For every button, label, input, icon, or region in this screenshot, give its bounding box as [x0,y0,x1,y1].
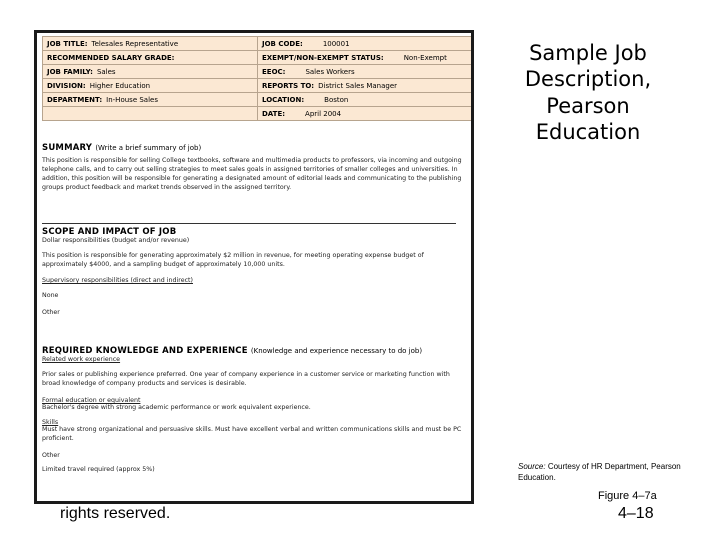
job-header-table [42,36,472,121]
eeoc-value: Sales Workers [305,67,355,76]
reports-to-label: REPORTS TO: [262,81,315,90]
location-label: LOCATION: [262,95,305,104]
summary-text: This position is responsible for selling College textbooks, software and multimedia products to professors, via incoming and outgoing telephone calls, and to carry out selling strategies to meet sales goals in assigned territories of smaller colleges and universities. In addition, this position will be responsible for generating a designated amount of editorial leads and communicating to the publishing groups product feedback and market trends observed in the assigned territory. [42,157,462,191]
skills-label: Skills [42,418,59,426]
knowledge-note: (Knowledge and experience necessary to do job) [250,347,423,355]
summary-note: (Write a brief summary of job) [95,144,202,152]
salary-grade-cell [43,51,258,65]
source-text: Courtesy of HR Department, Pearson Education. [518,462,681,482]
dollar-responsibilities-label: Dollar responsibilities (budget and/or revenue) [42,237,190,244]
location-cell [258,93,472,107]
section-divider [42,223,456,224]
date-label: DATE: [262,109,286,118]
scope-other-label: Other [42,308,60,316]
footer-rights-text: rights reserved. [60,505,171,522]
summary-section [42,143,462,193]
dollar-responsibilities-text: This position is responsible for generating approximately $2 million in revenue, for meeting operating expense budget of approximately $4000, and a sampling budget of approximately 10,000 units. [42,251,424,268]
knowledge-heading-text: REQUIRED KNOWLEDGE AND EXPERIENCE [42,346,248,356]
related-experience-text: Prior sales or publishing experience preferred. One year of company experience in a customer service or marketing function with broad knowledge of company products and services is desirable. [42,371,450,387]
blank-cell [43,107,258,121]
source-citation [518,462,698,484]
skills-text: Must have strong organizational and persuasive skills. Must have excellent verbal and written communications skills and must be PC proficient. [42,425,462,442]
job-code-value: 100001 [322,39,350,48]
knowledge-heading [42,346,462,356]
job-title-label: JOB TITLE: [47,39,88,48]
exempt-value: Non-Exempt [403,53,447,62]
summary-heading [42,143,462,153]
job-family-cell [43,65,258,79]
job-code-cell [258,37,472,51]
summary-heading-text: SUMMARY [42,143,93,153]
division-cell [43,79,258,93]
slide-title: Sample Job Description, Pearson Education [524,41,652,144]
travel-text: Limited travel required (approx 5%) [42,465,155,473]
job-title-cell [43,37,258,51]
eeoc-label: EEOC: [262,67,286,76]
location-value: Boston [324,95,349,104]
page-number: 4–18 [618,505,654,522]
education-label: Formal education or equivalent [42,396,141,404]
education-text: Bachelor's degree with strong academic performance or work equivalent experience. [42,403,311,411]
job-family-value: Sales [96,67,116,76]
knowledge-other-label: Other [42,451,60,459]
related-experience-label: Related work experience [42,356,121,363]
department-cell [43,93,258,107]
scope-section [42,227,462,318]
job-family-label: JOB FAMILY: [47,67,93,76]
job-code-label: JOB CODE: [262,39,303,48]
department-value: In-House Sales [106,95,158,104]
source-label: Source: [518,462,546,471]
date-cell [258,107,472,121]
supervisory-label: Supervisory responsibilities (direct and indirect) [42,276,193,284]
reports-to-cell [258,79,472,93]
supervisory-value: None [42,291,59,299]
knowledge-section [42,346,462,475]
salary-grade-label: RECOMMENDED SALARY GRADE: [47,53,175,62]
figure-label: Figure 4–7a [598,490,657,502]
division-value: Higher Education [89,81,151,90]
division-label: DIVISION: [47,81,86,90]
scope-heading: SCOPE AND IMPACT OF JOB [42,227,177,237]
job-description-document [34,30,474,504]
date-value: April 2004 [305,109,342,118]
exempt-cell [258,51,472,65]
eeoc-cell [258,65,472,79]
reports-to-value: District Sales Manager [318,81,398,90]
exempt-label: EXEMPT/NON-EXEMPT STATUS: [262,53,384,62]
department-label: DEPARTMENT: [47,95,103,104]
job-title-value: Telesales Representative [91,39,179,48]
